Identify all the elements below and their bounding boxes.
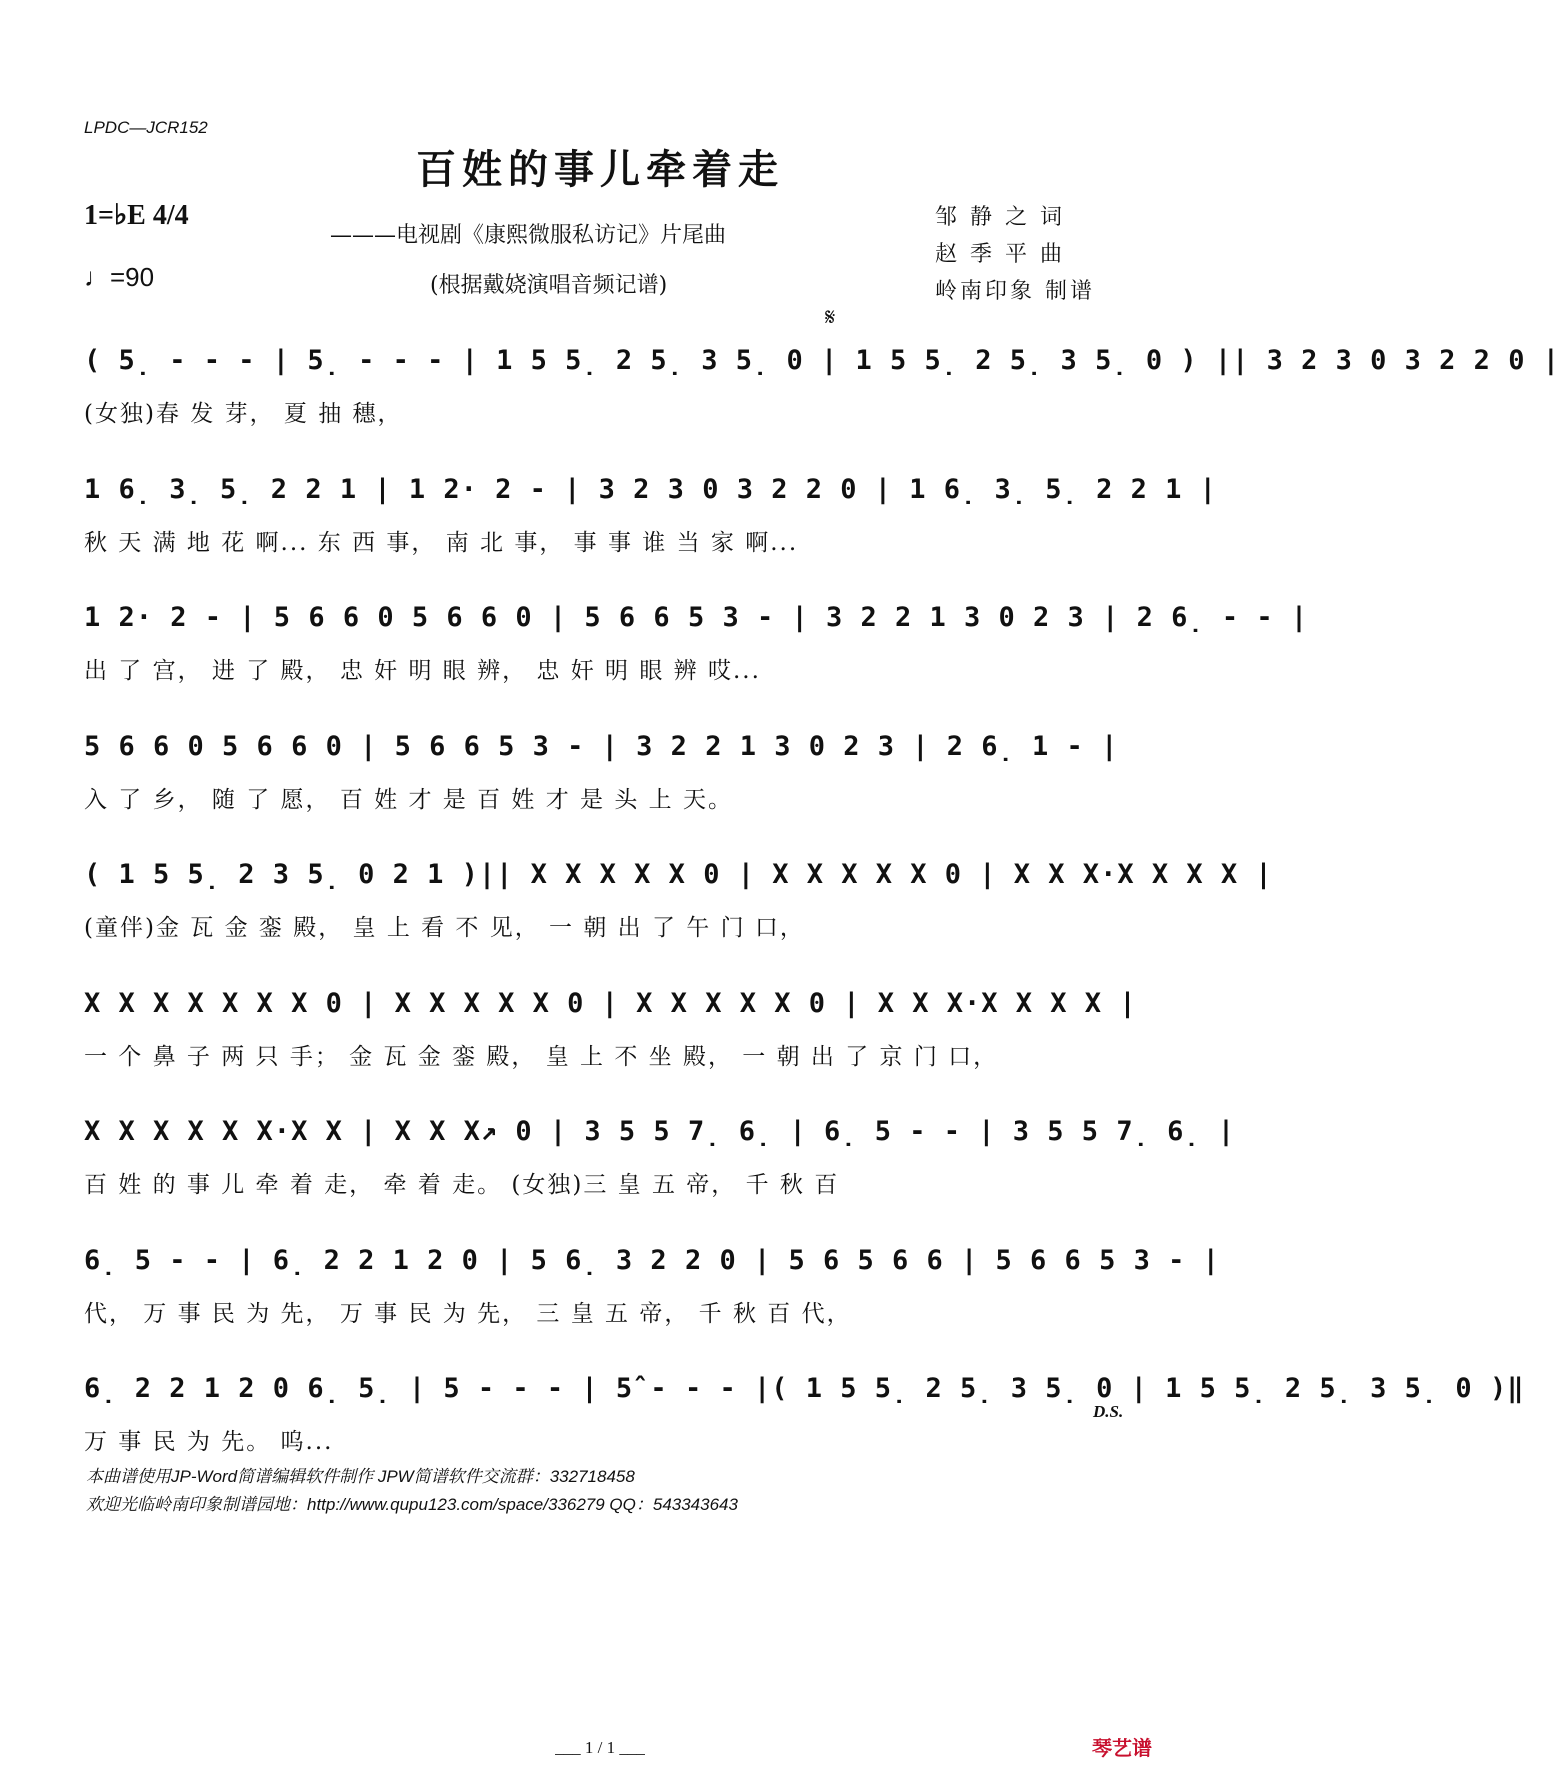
lyric-line: 秋 天 满 地 花 啊... 东 西 事， 南 北 事， 事 事 谁 当 家 啊... [84,529,799,556]
key-signature: 1=♭E 4/4 [84,200,189,231]
da-segno-mark: D.S. [1093,1402,1124,1421]
lyric-line: (女独)春 发 芽， 夏 抽 穗， [84,401,403,427]
music-line: 1 6̣ 3̣ 5̣ 2 2 1 | 1 2· 2 - | 3 2 3 0 3 2 2 0 | 1 6̣ 3̣ 5̣ 2 2 1 | [84,473,1217,505]
tempo-marking: ♩=90 [84,262,155,292]
page-title: 百姓的事儿牵着走 [416,146,784,193]
page-number: ___ 1 / 1 ___ [555,1738,645,1757]
credit-composer: 赵 季 平 曲 [935,242,1065,267]
credit-lyricist: 邹 静 之 词 [935,205,1065,230]
lyric-line: 出 了 宫， 进 了 殿， 忠 奸 明 眼 辨， 忠 奸 明 眼 辨 哎... [84,658,761,684]
lyric-line: 入 了 乡， 随 了 愿， 百 姓 才 是 百 姓 才 是 头 上 天。 [84,786,733,813]
music-line: X X X X X X·X X | X X X↗ 0 | 3 5 5 7̣ 6̣ | 6̣ 5 - - | 3 5 5 7̣ 6̣ | [84,1116,1236,1147]
footer-line-1: 本曲谱使用JP-Word简谱编辑软件制作 JPW简谱软件交流群：332718458 [86,1467,635,1486]
music-line: 6̣ 2 2 1 2 0 6̣ 5̣ | 5 - - - | 5̂ - - - |( 1 5 5̣ 2 5̣ 3 5̣ 0 | 1 5 5̣ 2 5̣ 3 5̣ 0 )‖ [84,1373,1525,1404]
music-line: 1 2· 2 - | 5 6 6 0 5 6 6 0 | 5 6 6 5 3 - | 3 2 2 1 3 0 2 3 | 2 6̣ - - | [84,602,1309,633]
music-line: 5 6 6 0 5 6 6 0 | 5 6 6 5 3 - | 3 2 2 1 3 0 2 3 | 2 6̣ 1 - | [84,730,1119,762]
credit-transcriber: 岭南印象 制谱 [935,279,1095,304]
site-logo: 琴艺谱 [1092,1736,1152,1760]
lyric-line: 代， 万 事 民 为 先， 万 事 民 为 先， 三 皇 五 帝， 千 秋 百 代， [84,1300,852,1327]
music-line: X X X X X X X 0 | X X X X X 0 | X X X X X 0 | X X X·X X X X | [84,987,1137,1019]
lyric-line: (童伴)金 瓦 金 銮 殿， 皇 上 看 不 见， 一 朝 出 了 午 门 口， [84,915,805,941]
lyric-line: 一 个 鼻 子 两 只 手； 金 瓦 金 銮 殿， 皇 上 不 坐 殿， 一 朝 出 了 京 门 口， [84,1043,999,1070]
lyric-line: 万 事 民 为 先。 呜... [84,1429,334,1455]
transcription-note: (根据戴娆演唱音频记谱) [430,273,668,298]
subtitle: ———电视剧《康熙微服私访记》片尾曲 [330,223,727,248]
lyric-line: 百 姓 的 事 儿 牵 着 走， 牵 着 走。 (女独)三 皇 五 帝， 千 秋 百 [84,1172,840,1198]
footer-line-2: 欢迎光临岭南印象制谱园地：http://www.qupu123.com/space/336279 QQ：543343643 [86,1495,738,1514]
music-line: 6̣ 5 - - | 6̣ 2 2 1 2 0 | 5 6̣ 3 2 2 0 | 5 6 5 6 6 | 5 6 6 5 3 - | [84,1244,1220,1276]
score-code: LPDC—JCR152 [84,118,208,137]
segno-sign: 𝄋 [825,303,836,331]
music-line: ( 1 5 5̣ 2 3 5̣ 0 2 1 )|| X X X X X 0 | X X X X X 0 | X X X·X X X X | [84,859,1273,890]
music-line: ( 5̣ - - - | 5̣ - - - | 1 5 5̣ 2 5̣ 3 5̣ 0 | 1 5 5̣ 2 5̣ 3 5̣ 0 ) || 3 2 3 0 3 2 2 0 | [84,345,1560,376]
